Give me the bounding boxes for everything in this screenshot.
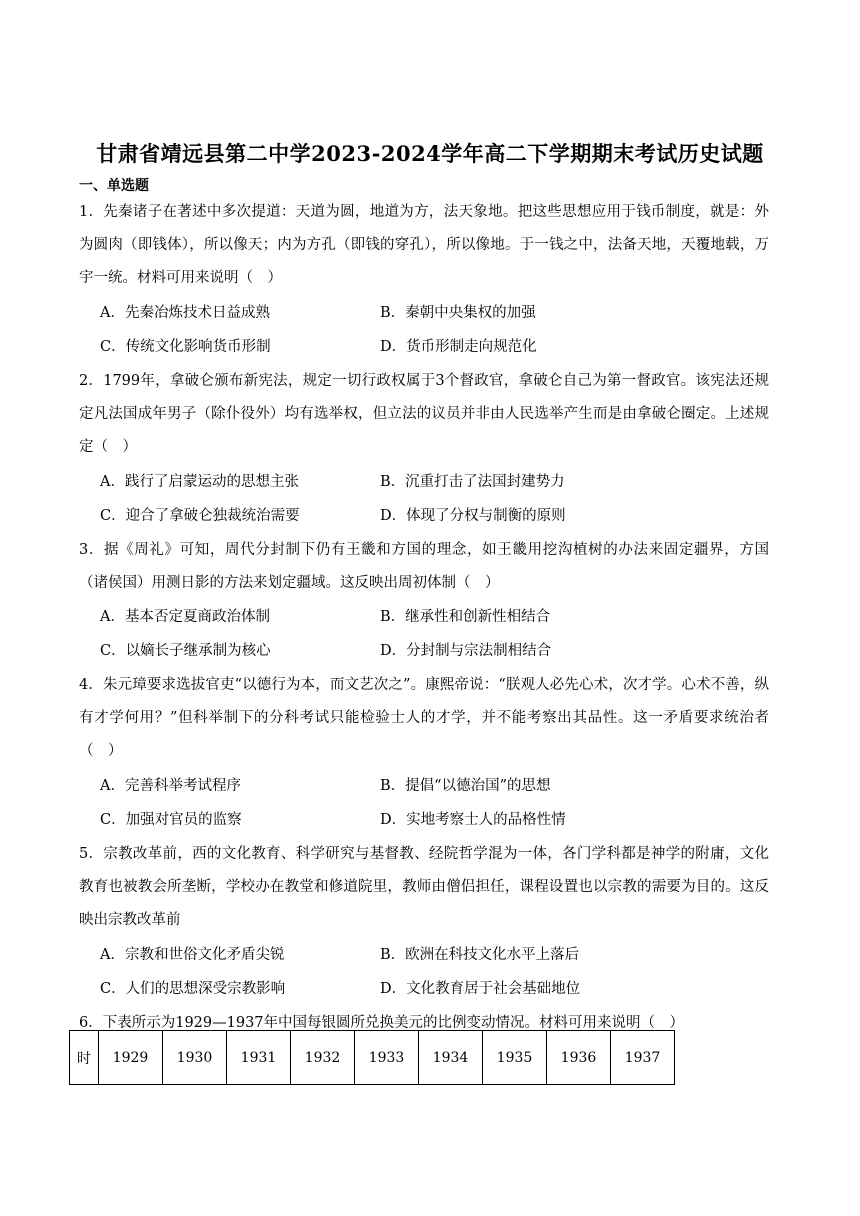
section-heading: 一、单选题 bbox=[79, 178, 149, 194]
question-4-option-d: D．实地考察士人的品格性情 bbox=[380, 812, 566, 828]
table-header-cell: 时 bbox=[70, 1031, 99, 1085]
question-4-option-c: C．加强对官员的监察 bbox=[100, 812, 242, 828]
question-4-option-a: A．完善科举考试程序 bbox=[100, 778, 241, 794]
table-row bbox=[70, 1031, 675, 1085]
question-1-option-a: A．先秦冶炼技术日益成熟 bbox=[100, 305, 270, 321]
question-1-option-d: D．货币形制走向规范化 bbox=[380, 339, 537, 355]
question-2-option-c: C．迎合了拿破仑独裁统治需要 bbox=[100, 508, 300, 524]
question-1-option-c: C．传统文化影响货币形制 bbox=[100, 339, 271, 355]
question-4-option-b: B．提倡“以德治国”的思想 bbox=[380, 778, 551, 794]
question-6-stem: 6．下表所示为1929—1937年中国每银圆所兑换美元的比例变动情况。材料可用来说明（ ） bbox=[79, 1015, 685, 1031]
year-cell: 1936 bbox=[547, 1031, 611, 1085]
question-3-option-b: B．继承性和创新性相结合 bbox=[380, 609, 551, 625]
year-cell: 1930 bbox=[163, 1031, 227, 1085]
question-5-option-d: D．文化教育居于社会基础地位 bbox=[380, 981, 581, 997]
question-5-stem: 5．宗教改革前，西的文化教育、科学研究与基督教、经院哲学混为一体，各门学科都是神学的附庸，文化教育也被教会所垄断，学校办在教堂和修道院里，教师由僧侣担任，课程设置也以宗教的需要为目的。这反映出宗教改革前 bbox=[79, 846, 769, 928]
question-4-stem: 4．朱元璋要求选拔官吏“以德行为本，而文艺次之”。康熙帝说：“朕观人必先心术，次才学。心术不善，纵有才学何用？”但科举制下的分科考试只能检验士人的才学，并不能考察出其品性。这一矛盾要求统治者（ ） bbox=[79, 677, 769, 759]
year-cell: 1933 bbox=[355, 1031, 419, 1085]
question-3-option-a: A．基本否定夏商政治体制 bbox=[100, 609, 270, 625]
year-cell: 1934 bbox=[419, 1031, 483, 1085]
question-5-option-b: B．欧洲在科技文化水平上落后 bbox=[380, 947, 580, 963]
question-2-stem: 2．1799年，拿破仑颁布新宪法，规定一切行政权属于3个督政官，拿破仑自己为第一督政官。该宪法还规定凡法国成年男子（除仆役外）均有选举权，但立法的议员并非由人民选举产生而是由拿破仑圈定。上述规定（ ） bbox=[79, 373, 769, 455]
year-cell: 1929 bbox=[99, 1031, 163, 1085]
year-cell: 1932 bbox=[291, 1031, 355, 1085]
page-title: 甘肃省靖远县第二中学2023-2024学年高二下学期期末考试历史试题 bbox=[96, 141, 764, 166]
question-2-option-a: A．践行了启蒙运动的思想主张 bbox=[100, 474, 299, 490]
year-cell: 1931 bbox=[227, 1031, 291, 1085]
question-2-option-b: B．沉重打击了法国封建势力 bbox=[380, 474, 565, 490]
question-3-option-c: C．以嫡长子继承制为核心 bbox=[100, 643, 271, 659]
question-2-option-d: D．体现了分权与制衡的原则 bbox=[380, 508, 566, 524]
year-cell: 1937 bbox=[611, 1031, 675, 1085]
question-3-stem: 3．据《周礼》可知，周代分封制下仍有王畿和方国的理念，如王畿用挖沟植树的办法来固定疆界，方国（诸侯国）用测日影的方法来划定疆域。这反映出周初体制（ ） bbox=[79, 542, 769, 591]
question-3-option-d: D．分封制与宗法制相结合 bbox=[380, 643, 552, 659]
question-5-option-a: A．宗教和世俗文化矛盾尖锐 bbox=[100, 947, 285, 963]
question-1-stem: 1．先秦诸子在著述中多次提道：天道为圆，地道为方，法天象地。把这些思想应用于钱币制度，就是：外为圆肉（即钱体），所以像天；内为方孔（即钱的穿孔），所以像地。于一钱之中，法备天地，天覆地载，万宇一统。材料可用来说明（ ） bbox=[79, 204, 769, 286]
question-5-option-c: C．人们的思想深受宗教影响 bbox=[100, 981, 286, 997]
question-1-option-b: B．秦朝中央集权的加强 bbox=[380, 305, 536, 321]
year-cell: 1935 bbox=[483, 1031, 547, 1085]
exchange-rate-table bbox=[69, 1030, 675, 1085]
